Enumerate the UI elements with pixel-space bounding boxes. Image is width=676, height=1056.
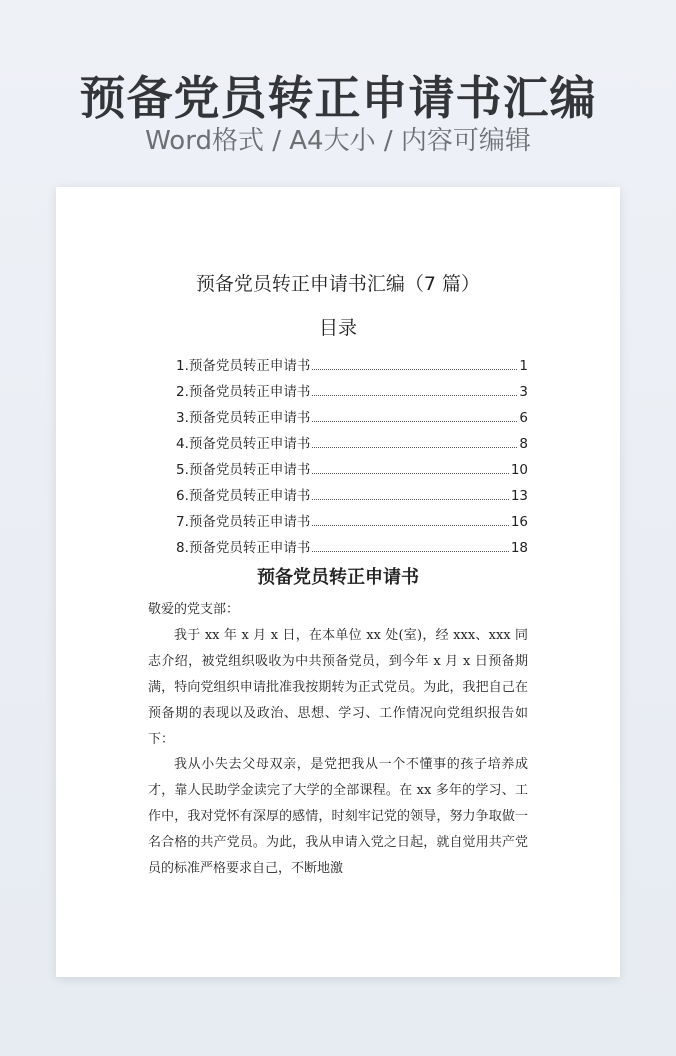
document-title: 预备党员转正申请书汇编（7 篇）	[195, 273, 481, 295]
toc-leader-dots	[312, 446, 517, 448]
toc-entry[interactable]	[176, 458, 528, 484]
salutation: 敬爱的党支部：	[148, 602, 240, 617]
toc-entry-page: 10	[510, 462, 528, 478]
toc-entry-label: 1.预备党员转正申请书	[176, 358, 311, 374]
toc-entry[interactable]	[176, 536, 528, 562]
table-of-contents	[176, 354, 528, 562]
body-text	[148, 597, 528, 882]
toc-entry-page: 16	[510, 514, 528, 530]
toc-leader-dots	[312, 524, 508, 526]
toc-entry-page: 1	[519, 358, 528, 374]
toc-entry[interactable]	[176, 484, 528, 510]
body-paragraph: 我从小失去父母双亲，是党把我从一个不懂事的孩子培养成才，靠人民助学金读完了大学的全部课程。在 xx 多年的学习、工作中，我对党怀有深厚的感情，时刻牢记党的领导，努力争取做一名合格的共产党员。为此，我从申请入党之日起，就自觉用共产党员的标准严格要求自己，不断地激	[148, 757, 528, 877]
toc-entry[interactable]	[176, 510, 528, 536]
toc-leader-dots	[312, 420, 517, 422]
toc-entry-label: 6.预备党员转正申请书	[176, 488, 311, 504]
toc-leader-dots	[312, 368, 517, 370]
toc-leader-dots	[312, 498, 508, 500]
toc-entry-page: 18	[510, 540, 528, 556]
banner-title: 预备党员转正申请书汇编	[79, 71, 597, 125]
toc-entry-label: 5.预备党员转正申请书	[176, 462, 311, 478]
toc-entry-page: 8	[519, 436, 528, 452]
toc-leader-dots	[312, 550, 508, 552]
toc-entry-page: 3	[519, 384, 528, 400]
section-title: 预备党员转正申请书	[257, 567, 419, 588]
toc-entry-label: 7.预备党员转正申请书	[176, 514, 311, 530]
toc-entry[interactable]	[176, 432, 528, 458]
toc-entry[interactable]	[176, 406, 528, 432]
body-paragraph: 我于 xx 年 x 月 x 日，在本单位 xx 处(室)，经 xxx、xxx 同志介绍，被党组织吸收为中共预备党员，到今年 x 月 x 日预备期满，特向党组织申请批准我按期转为正式党员。为此，我把自己在预备期的表现以及政治、思想、学习、工作情况向党组织报告如下：	[148, 627, 528, 747]
toc-entry[interactable]	[176, 380, 528, 406]
toc-entry-label: 4.预备党员转正申请书	[176, 436, 311, 452]
toc-entry[interactable]	[176, 354, 528, 380]
toc-entry-page: 13	[510, 488, 528, 504]
toc-entry-label: 8.预备党员转正申请书	[176, 540, 311, 556]
toc-entry-page: 6	[519, 410, 528, 426]
toc-entry-label: 3.预备党员转正申请书	[176, 410, 311, 426]
toc-leader-dots	[312, 472, 508, 474]
toc-heading: 目录	[318, 317, 357, 339]
toc-entry-label: 2.预备党员转正申请书	[176, 384, 311, 400]
toc-leader-dots	[312, 394, 517, 396]
banner-subtitle: Word格式 / A4大小 / 内容可编辑	[145, 126, 531, 156]
document-page	[56, 187, 620, 977]
